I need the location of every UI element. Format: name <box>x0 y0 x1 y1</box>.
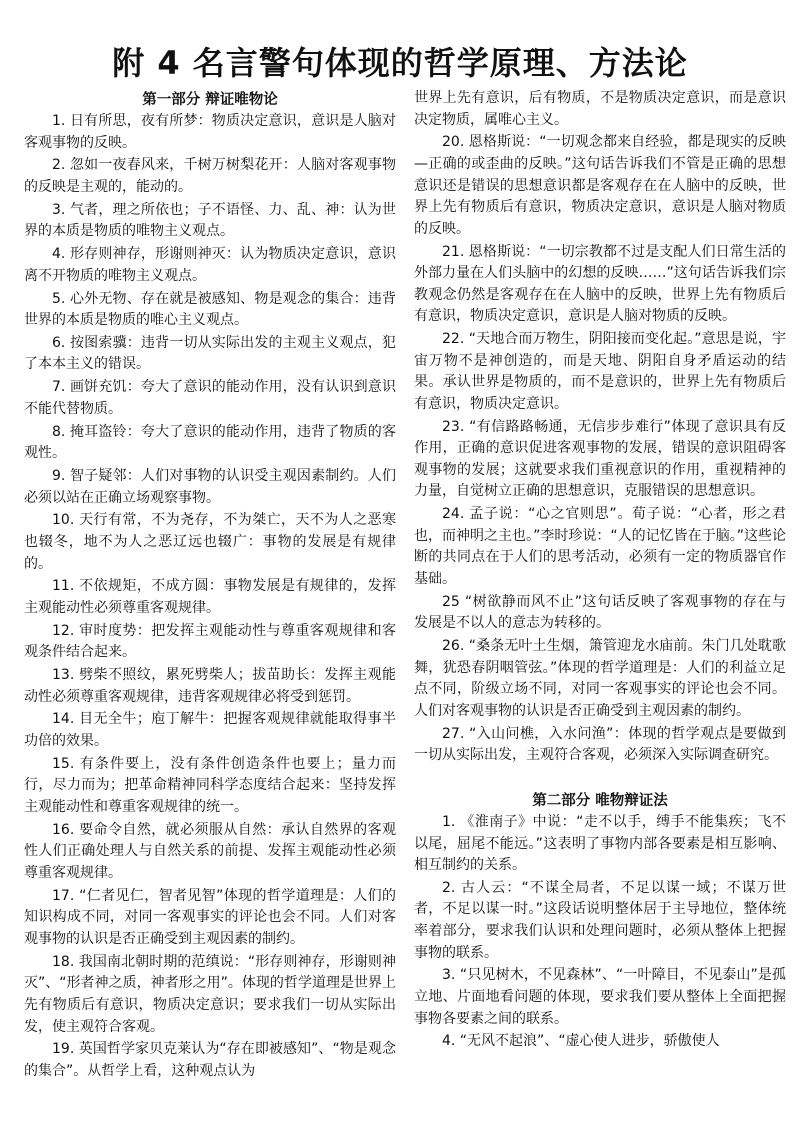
list-item: 22. “天地合而万物生，阴阳接而变化起。”意思是说，宇宙万物不是神创造的，而是天地、阴阳自身矛盾运动的结果。承认世界是物质的，而不是意识的，世界上先有物质后有意识，物质决定意识。 <box>414 331 786 412</box>
list-item-continuation: 世界上先有意识，后有物质，不是物质决定意识，而是意识决定物质，属唯心主义。 <box>414 90 786 128</box>
list-item: 20. 恩格斯说：“一切观念都来自经验，都是现实的反映—正确的或歪曲的反映。”这句话告诉我们不管是正确的思想意识还是错误的思想意识都是客观存在在人脑中的反映，世界上先有物质后有意识，物质决定意识，意识是人脑对物质的反映。 <box>414 134 786 237</box>
left-column <box>24 90 396 1084</box>
list-item: 14. 目无全牛；庖丁解牛：把握客观规律就能取得事半功倍的效果。 <box>24 711 396 750</box>
list-item: 1. 《淮南子》中说：“走不以手，缚手不能集疾；飞不以尾，屈尾不能远。”这表明了事物内部各要素是相互影响、相互制约的关系。 <box>414 813 786 874</box>
list-item: 7. 画饼充饥：夸大了意识的能动作用，没有认识到意识不能代替物质。 <box>24 379 396 417</box>
list-item: 4. 形存则神存，形谢则神灭：认为物质决定意识，意识离不开物质的唯物主义观点。 <box>24 246 396 284</box>
list-item: 17. “仁者见仁，智者见智”体现的哲学道理是：人们的知识构成不同，对同一客观事实的评论也会不同。人们对客观事物的认识是否正确受到主观因素的制约。 <box>24 887 396 947</box>
list-item: 8. 掩耳盗铃：夸大了意识的能动作用，违背了物质的客观性。 <box>24 423 396 462</box>
list-item: 10. 天行有常，不为尧存，不为桀亡，天不为人之恶寒也辍冬，地不为人之恶辽远也辍广：事物的发展是有规律的。 <box>24 512 396 572</box>
list-item: 24. 孟子说：“心之官则思”。荀子说：“心者，形之君也，而神明之主也。”李时珍说：“人的记忆皆在于脑。”这些论断的共同点在于人们的思考活动，必须有一定的物质器官作基础。 <box>414 506 786 587</box>
list-item: 13. 劈柴不照纹，累死劈柴人；拔苗助长：发挥主观能动性必须尊重客观规律，违背客观规律必将受到惩罚。 <box>24 667 396 705</box>
list-item: 18. 我国南北朝时期的范缜说：“形存则神存，形谢则神灭”、“形者神之质，神者形之用”。体现的哲学道理是世界上先有物质后有意识，物质决定意识；要求我们一切从实际出发，使主观符合客观。 <box>24 953 396 1035</box>
list-item: 6. 按图索骥：违背一切从实际出发的主观主义观点，犯了本本主义的错误。 <box>24 334 396 373</box>
list-item: 2. 古人云：“不谋全局者，不足以谋一域；不谋万世者，不足以谋一时。”这段话说明整体居于主导地位，整体统率着部分，要求我们认识和处理问题时，必须从整体上把握事物的联系。 <box>414 879 786 961</box>
list-item: 25 “树欲静而风不止”这句话反映了客观事物的存在与发展是不以人的意志为转移的。 <box>414 593 786 632</box>
page-title: 附 4 名言警句体现的哲学原理、方法论 <box>112 44 688 82</box>
list-item: 16. 要命令自然，就必须服从自然：承认自然界的客观性人们正确处理人与自然关系的前提、发挥主观能动性必须尊重客观规律。 <box>24 821 396 881</box>
right-column <box>414 88 786 1054</box>
list-item: 3. “只见树木，不见森林”、“一叶障目，不见泰山”是孤立地、片面地看问题的体现，要求我们要从整体上全面把握事物各要素之间的联系。 <box>414 967 786 1027</box>
list-item: 23. “有信路路畅通，无信步步难行”体现了意识具有反作用，正确的意识促进客观事物的发展，错误的意识阻碍客观事物的发展；这就要求我们重视意识的作用，重视精神的力量，自觉树立正确的思想意识，克服错误的思想意识。 <box>414 418 786 500</box>
section-heading-part1: 第一部分 辩证唯物论 <box>142 92 278 108</box>
list-item: 26. “桑条无叶土生烟，箫管迎龙水庙前。朱门几处耽歌舞，犹恐春阴咽管弦。”体现的哲学道理是：人们的利益立足点不同，阶级立场不同，对同一客观事实的评论也会不同。人们对客观事物的认识是否正确受到主观因素的制约。 <box>414 638 786 719</box>
list-item: 3. 气者，理之所依也；子不语怪、力、乱、神：认为世界的本质是物质的唯物主义观点。 <box>24 201 396 240</box>
list-item: 1. 日有所思，夜有所梦：物质决定意识，意识是人脑对客观事物的反映。 <box>24 113 396 151</box>
list-item: 19. 英国哲学家贝克莱认为“存在即被感知”、“物是观念的集合”。从哲学上看，这种观点认为 <box>24 1041 396 1079</box>
list-item: 12. 审时度势：把发挥主观能动性与尊重客观规律和客观条件结合起来。 <box>24 622 396 661</box>
section-heading-part2: 第二部分 唯物辩证法 <box>532 792 668 809</box>
list-item: 27. “入山问樵，入水问渔”：体现的哲学观点是要做到一切从实际出发，主观符合客观，必须深入实际调查研究。 <box>414 725 786 764</box>
list-item: 5. 心外无物、存在就是被感知、物是观念的集合：违背世界的本质是物质的唯心主义观点。 <box>24 290 396 329</box>
list-item: 11. 不依规矩，不成方圆：事物发展是有规律的，发挥主观能动性必须尊重客观规律。 <box>24 578 396 616</box>
list-item: 4. “无风不起浪”、“虚心使人进步，骄傲使人 <box>442 1033 720 1050</box>
list-item: 15. 有条件要上，没有条件创造条件也要上；量力而行，尽力而为；把革命精神同科学态度结合起来：坚持发挥主观能动性和尊重客观规律的统一。 <box>24 755 396 816</box>
list-item: 9. 智子疑邻：人们对事物的认识受主观因素制约。人们必须以站在正确立场观察事物。 <box>24 468 396 506</box>
list-item: 2. 忽如一夜春风来，千树万树梨花开：人脑对客观事物的反映是主观的，能动的。 <box>24 157 396 195</box>
list-item: 21. 恩格斯说：“一切宗教都不过是支配人们日常生活的外部力量在人们头脑中的幻想的反映……”这句话告诉我们宗教观念仍然是客观存在在人脑中的反映，世界上先有物质后有意识，物质决定意识，意识是人脑对物质的反映。 <box>414 243 786 325</box>
